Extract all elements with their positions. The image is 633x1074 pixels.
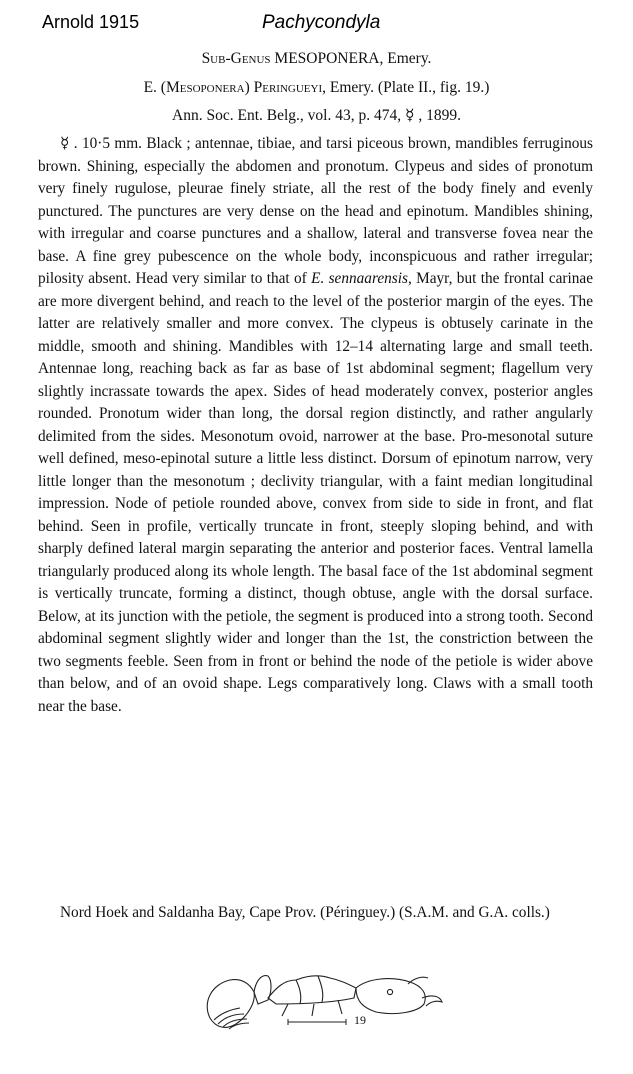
genus-label: Pachycondyla: [262, 12, 381, 33]
description-part-2: , Mayr, but the frontal carinae are more divergent behind, and reach to the level of the posterior margin of the eyes. The latter are relatively smaller and more convex. The clypeus is obtusely carinate in the middle, smooth and shining. Mandibles with 12–14 alternating large and small teeth. Antennae long, reaching back as far as base of 1st abdominal segment; flagellum very slightly incrassate towards the apex. Sides of head moderately convex, posterior angles rounded. Pronotum wider than long, the dorsal region distinctly, and rather angularly delimited from the sides. Mesonotum ovoid, narrower at the base. Pro-mesonotal suture well defined, meso-epinotal suture a little less distinct. Dorsum of epinotum narrow, very little longer than the mesonotum ; declivity triangular, with a faint median longitudinal impression. Node of petiole rounded above, convex from side to side in front, and flat behind. Seen in profile, vertically truncate in front, steeply sloping behind, and with sharply defined lateral margin separating the anterior and posterior faces. Ventral lamella triangularly produced along its whole length. The basal face of the 1st abdominal segment is vertically truncate, forming a distinct, though obtuse, angle with the dorsal surface. Below, at its junction with the petiole, the segment is produced into a strong tooth. Second abdominal segment slightly wider and longer than the 1st, the constriction between the two segments feeble. Seen from in front or behind the node of the petiole is wider above than below, and of an ovoid shape. Legs comparatively long. Claws with a small tooth near the base.: [38, 270, 593, 715]
citation: Ann. Soc. Ent. Belg., vol. 43, p. 474, ☿ , 1899.: [172, 107, 461, 124]
species-heading: [0, 79, 633, 97]
species-close: ): [244, 79, 254, 96]
author-year-label: Arnold 1915: [42, 12, 140, 32]
subgenus-author: , Emery.: [379, 50, 432, 67]
species-genus: E. (: [143, 79, 166, 96]
compared-species: E. sennaarensis: [311, 270, 408, 287]
subgenus-heading: [0, 50, 633, 68]
subgenus-name: MESOPONERA: [274, 50, 380, 67]
species-epithet: Peringueyi: [253, 79, 323, 96]
ant-profile-illustration: [196, 958, 446, 1038]
figure-number: 19: [354, 1013, 366, 1027]
species-author: , Emery.: [322, 79, 375, 96]
plate-reference: (Plate II., fig. 19.): [377, 79, 490, 96]
subgenus-prefix: Sub-Genus: [201, 50, 271, 67]
species-description: [38, 133, 593, 718]
description-part-1: ☿ . 10·5 mm. Black ; antennae, tibiae, and tarsi piceous brown, mandibles ferruginous brown. Shining, especially the abdomen and pronotum. Clypeus and sides of pronotum very finely rugulose, pleurae finely striate, all the rest of the body finely and evenly punctured. The punctures are very dense on the head and epinotum. Mandibles shining, with irregular and coarse punctures and a shallow, lateral and transverse fovea near the base. A fine grey pubescence on the whole body, inconspicuous and rather irregular; pilosity absent. Head very similar to that of: [38, 135, 593, 287]
species-subgenus: Mesoponera: [165, 79, 245, 96]
locality-paragraph: Nord Hoek and Saldanha Bay, Cape Prov. (Péringuey.) (S.A.M. and G.A. colls.): [60, 904, 550, 921]
